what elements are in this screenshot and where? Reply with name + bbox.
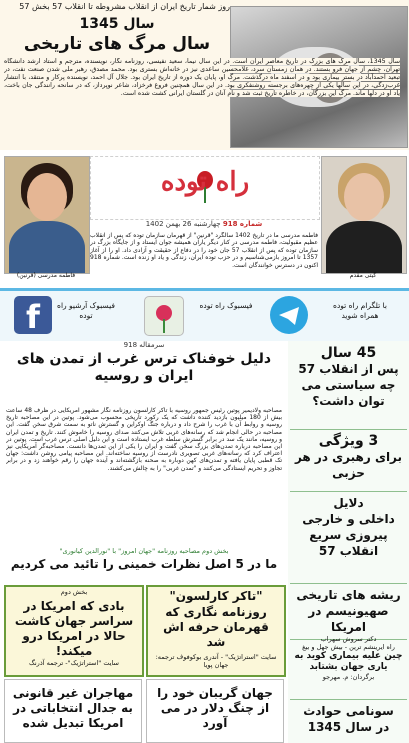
history-year: سال 1345	[79, 16, 155, 32]
portrait-right-face	[344, 173, 384, 221]
issue-line	[90, 220, 318, 228]
site-logo[interactable]: راه توده	[160, 167, 250, 197]
box1-kicker: بخش دوم	[60, 588, 88, 596]
box1-title: بادی که امریکا در سراسر جهان کاشت حالا در امریکا درو میکند!	[14, 599, 134, 658]
box2-title: روزنامه نگاری که قهرمان حرفه اش شد	[163, 605, 269, 649]
masthead	[0, 152, 409, 284]
editorial-title[interactable]: دلیل خوفناک ترس غرب از تمدن های ایران و روسیه	[16, 351, 272, 384]
box2-kicker: "تاکر کارلسون"	[169, 589, 263, 603]
issue-number: شماره 918	[222, 220, 263, 228]
logo-box[interactable]	[90, 156, 320, 220]
box2-source: سایت "استراتژیک" - آندری بوکوفوف ترجمه: جهان پویا	[155, 653, 277, 669]
interview-note: بخش دوم مصاحبه روزنامه "جهان امروز" با "نورالدین کیانوری"	[59, 547, 229, 555]
left-caption: فاطمه مدرسی (قرنین)	[16, 272, 76, 279]
sidebar-item-1-head: 45 سال	[320, 345, 377, 361]
sidebar-item-1[interactable]	[290, 345, 407, 430]
portrait-right-shoulders	[326, 221, 402, 274]
history-date-line: روز شمار تاریخ ایران از انقلاب مشروطه تا انقلاب 57 بخش 57	[19, 2, 230, 11]
article-box-2[interactable]	[146, 585, 286, 677]
history-body	[4, 58, 400, 148]
sidebar-item-5-title: چین علیه بیماری کوید به یاری جهان بشتابد	[294, 651, 403, 672]
sidebar-item-3-head: دلایل	[333, 496, 364, 510]
history-body-text: سال 1345، سال مرگ های بزرگ در تاریخ معاصر ایران است. در این سال نیما، سعید نفیسی، روزنامه نگار، نویسنده، مترجم و استاد ارشد دانشگاه تهران، چشم از جهان فرو بستند. در همان زمستان سرد، غلامحسین ساعدی نیز در خانه‌اش بستری بود. محمد مصدق، رهبر ملی شدن صنعت نفت، در تبعید احمدآباد در بستر بیماری بود و در اسفند ماه درگذشت. مرگ او، پایان یک دوره از تاریخ ایران بود. جلال آل احمد، نویسنده پرکار و منتقد، با انتشار غرب‌زدگی، در این سالها یکی از چهره‌های برجسته روشنفکری بود. در این سال همچنین فروغ فرخزاد، شاعر نوپرداز، که در سانحه رانندگی جان باخت، یاد او در دلها ماند. مرگ این بزرگان، در خاطره تاریخ ثبت شد و نام آنان در گلستان ایرانی کشت شده است.	[4, 58, 400, 97]
sidebar-item-4[interactable]	[290, 587, 407, 643]
portrait-left-shoulders	[9, 221, 85, 274]
sidebar-item-2-head: 3 ویژگی	[318, 433, 379, 449]
sidebar-item-2-text: برای رهبری در هر حزبی	[294, 450, 403, 480]
box4-title: جهان گریبان خود را از چنگ دلار در می آورد	[157, 686, 273, 730]
sidebar-item-3-text: داخلی و خارجی پیروزی سریع انقلاب 57	[302, 512, 395, 558]
sidebar-item-5-author: برگردان: م. مهرجو	[322, 673, 375, 681]
right-caption: گیتی مقدم	[349, 272, 377, 279]
article-box-4[interactable]	[146, 679, 284, 743]
telegram-icon[interactable]	[270, 296, 308, 334]
interview-title[interactable]: ما در 5 اصل نظرات خمینی را تائید می کردیم	[10, 557, 278, 571]
portrait-left	[4, 156, 90, 274]
sidebar-item-6-head: سونامی حوادث	[303, 704, 394, 718]
box1-source: سایت "استراتژیک"- ترجمه آذرنگ	[29, 659, 119, 667]
facebook-archive-icon[interactable]: f	[14, 296, 52, 334]
editorial-label: سرمقاله 918	[123, 341, 165, 349]
sidebar-item-5[interactable]	[290, 643, 407, 700]
main-column	[0, 341, 288, 743]
facebook-rahe-link[interactable]: فیسبوک راه توده	[199, 301, 253, 310]
sidebar-item-1-text: پس از انقلاب 57 چه سیاستی می توان داشت؟	[298, 362, 399, 408]
rose-photo-icon[interactable]	[144, 296, 184, 336]
sidebar-item-6[interactable]	[290, 703, 407, 741]
sidebar-item-4-text: صهیونیسم در امریکا	[308, 604, 389, 634]
sidebar-item-4-head: ریشه های تاریخی	[296, 588, 401, 602]
rose-stem-small	[163, 319, 165, 333]
article-box-3[interactable]	[4, 679, 142, 743]
portrait-left-face	[27, 173, 67, 221]
sidebar	[288, 341, 409, 743]
issue-date: چهارشنبه 26 بهمن 1402	[145, 220, 221, 228]
facebook-archive-link[interactable]: فیسبوک آرشیو راه توده	[57, 301, 115, 320]
portrait-right	[321, 156, 407, 274]
sidebar-item-2[interactable]	[290, 433, 407, 492]
sidebar-item-4-author: دکتر سروش سهراب	[320, 635, 377, 643]
history-section	[0, 0, 409, 150]
telegram-link[interactable]: با تلگرام راه توده همراه شوید	[333, 301, 387, 320]
history-title[interactable]: سال مرگ های تاریخی	[23, 34, 211, 54]
sidebar-item-5-kicker: راه ایرینشم ترین - بیش جهل و بیغ	[302, 643, 395, 651]
box3-title: مهاجران غیر قانونی به جدال انتخاباتی در امریکا تبدیل شده	[12, 686, 134, 730]
sidebar-item-3[interactable]	[290, 495, 407, 584]
masthead-body: فاطمه مدرسی ما در تاریخ 1402 سالگرد "قرنین" از قهرمان سازمان توده که پس از انقلاب عظیم مقبولیت، فاطمه مدرسی در کنار دیگر یاران همیشه جوان ایستاد و از جایگاه بزرگ در سازمان توده که پس از انقلاب 57 جان خود را در دفاع از حقیقت و آزادی داد. او را از آغاز 1357 تا امروز بازمی‌شناسیم و در حزب توده ایران، زندگی و یاد او زنده است. شماره 918 اکنون در دسترس خوانندگان است.	[90, 232, 318, 269]
editorial-body: مصاحبه ولادیمیر پوتین رئیس جمهور روسیه با تاکر کارلسون روزنامه نگار مشهور آمریکایی در ظرف 48 ساعت بیش از 180 میلیون بازدید کننده داشت که یک رکورد تاریخی محسوب می‌شود. پوتین در این مصاحبه تاریخ روسیه و روابط آن با غرب را شرح داد و درباره جنگ اوکراین و گسترش ناتو به سمت شرق سخن گفت. این مصاحبه در حالی انجام شد که رسانه‌های غربی تلاش می‌کنند صدای روسیه را خاموش کنند. تاریخ و تمدن ایران و روسیه، مانند یک سد در برابر گسترش سلطه غرب ایستاده است و این دلیل اصلی ترس غرب است. پوتین در این مصاحبه درباره تمدن‌های بزرگ سخن گفت و ایران را یکی از این تمدن‌ها دانست. مصاحبه‌گر آمریکایی نیز اعتراف کرد که رسانه‌های غربی تصویری نادرست از روسیه ساخته‌اند. این مصاحبه پیامی روشن داشت: جهان تک قطبی پایان یافته و تمدن‌های کهن دوباره به صحنه بازگشته‌اند و آینده جهان را رقم خواهند زد و در برابر تجاوز و تحریم ایستادگی می‌کنند و "تمدن غربی" را به چالش می‌کشند.	[6, 407, 282, 472]
social-bar	[0, 288, 409, 344]
sidebar-item-6-text: در سال 1345	[307, 720, 390, 734]
article-box-1[interactable]	[4, 585, 144, 677]
